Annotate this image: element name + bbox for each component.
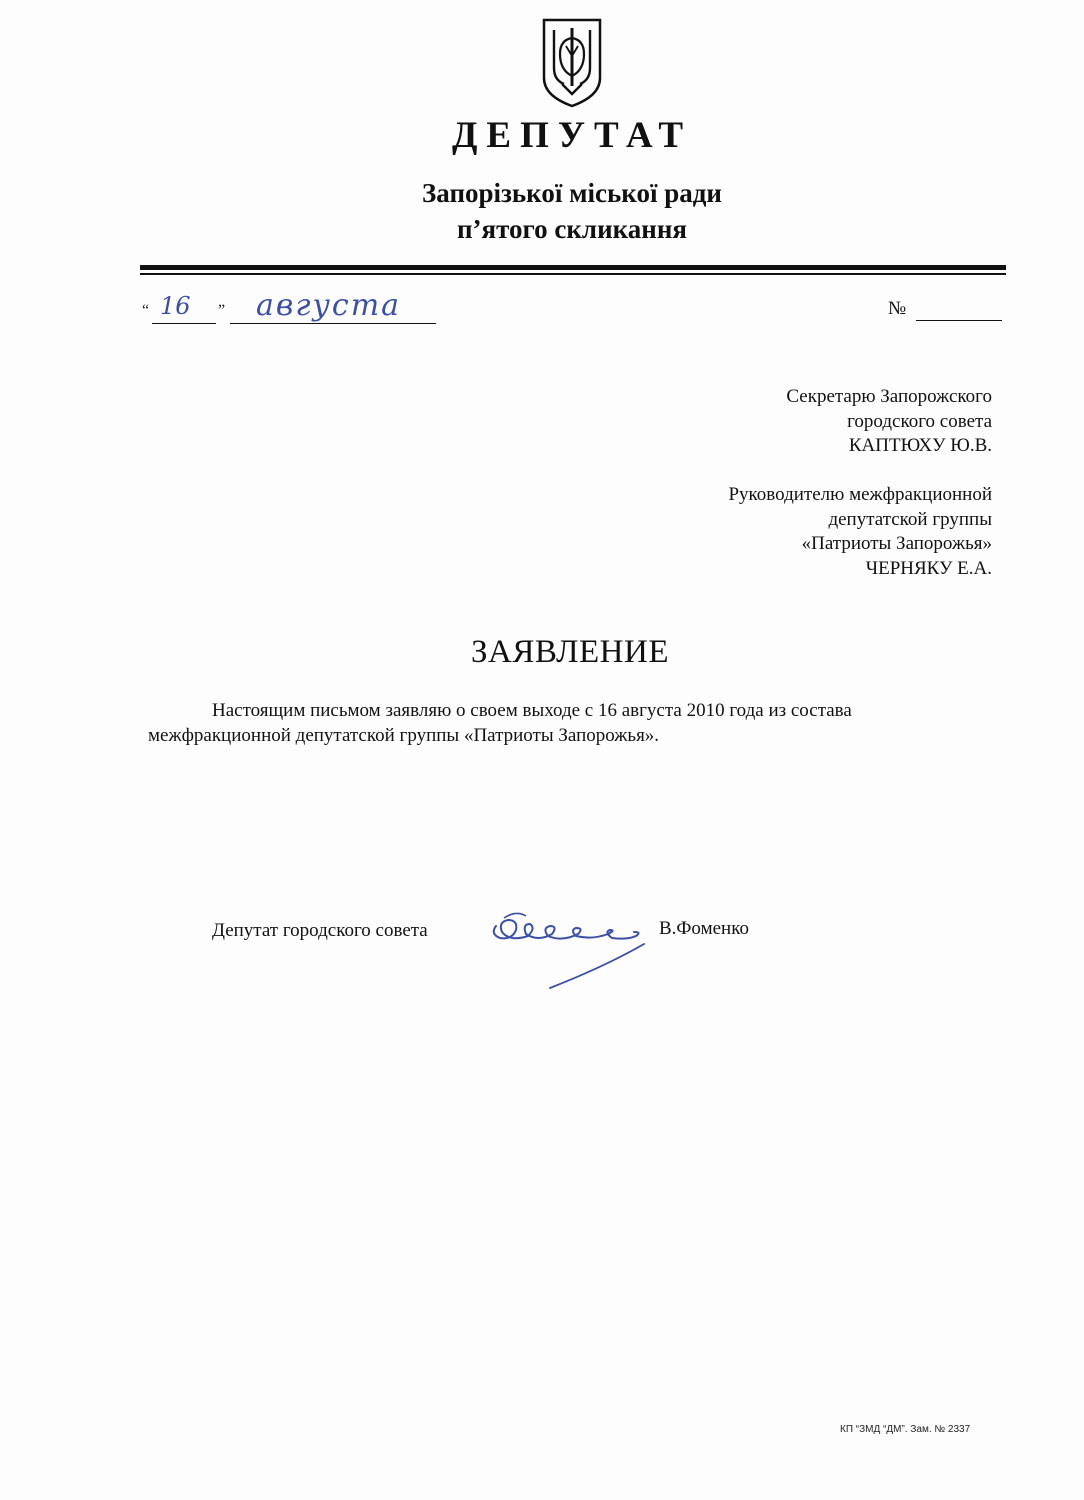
date-day-underline [152, 323, 216, 324]
addressee-line: городского совета [847, 410, 992, 432]
handwritten-signature [486, 908, 650, 992]
letterhead-subtitle-council: Запорізької міської ради [422, 178, 722, 208]
date-quote-open: “ [142, 302, 150, 319]
addressee-line: депутатской группы [828, 508, 992, 530]
header-divider-thick [140, 265, 1006, 270]
addressee-secretary [786, 385, 992, 459]
date-quote-close: ” [218, 302, 226, 319]
body-text-line: Настоящим письмом заявляю о своем выходе с 16 августа 2010 года из состава [212, 700, 852, 721]
body-text-line: межфракционной депутатской группы «Патриоты Запорожья». [148, 725, 660, 746]
printer-imprint: КП “ЗМД “ДМ”. Зам. № 2337 [840, 1424, 971, 1435]
registration-number-label: № [888, 298, 907, 319]
addressee-line: «Патриоты Запорожья» [801, 533, 992, 554]
date-month-handwritten: августа [256, 288, 402, 323]
addressee-line: КАПТЮХУ Ю.В. [848, 435, 992, 456]
document-heading: ЗАЯВЛЕНИЕ [471, 634, 669, 670]
addressee-line: Руководителю межфракционной [728, 484, 992, 505]
registration-number-underline [916, 320, 1002, 321]
addressee-line: ЧЕРНЯКУ Е.А. [865, 557, 992, 579]
coat-of-arms-icon [540, 16, 604, 108]
signatory-position: Депутат городского совета [212, 920, 428, 941]
header-divider-thin [140, 273, 1006, 275]
document-body [148, 698, 948, 748]
signatory-name: В.Фоменко [659, 918, 749, 939]
letterhead-title: ДЕПУТАТ [451, 115, 693, 156]
addressee-line: Секретарю Запорожского [786, 386, 992, 407]
letterhead-subtitle-convocation: п’ятого скликання [456, 214, 687, 244]
document-date [138, 290, 458, 350]
addressee-group-head [728, 483, 992, 581]
body-line-first [148, 698, 948, 723]
date-month-underline [230, 323, 436, 324]
date-day-handwritten: 16 [160, 292, 191, 320]
